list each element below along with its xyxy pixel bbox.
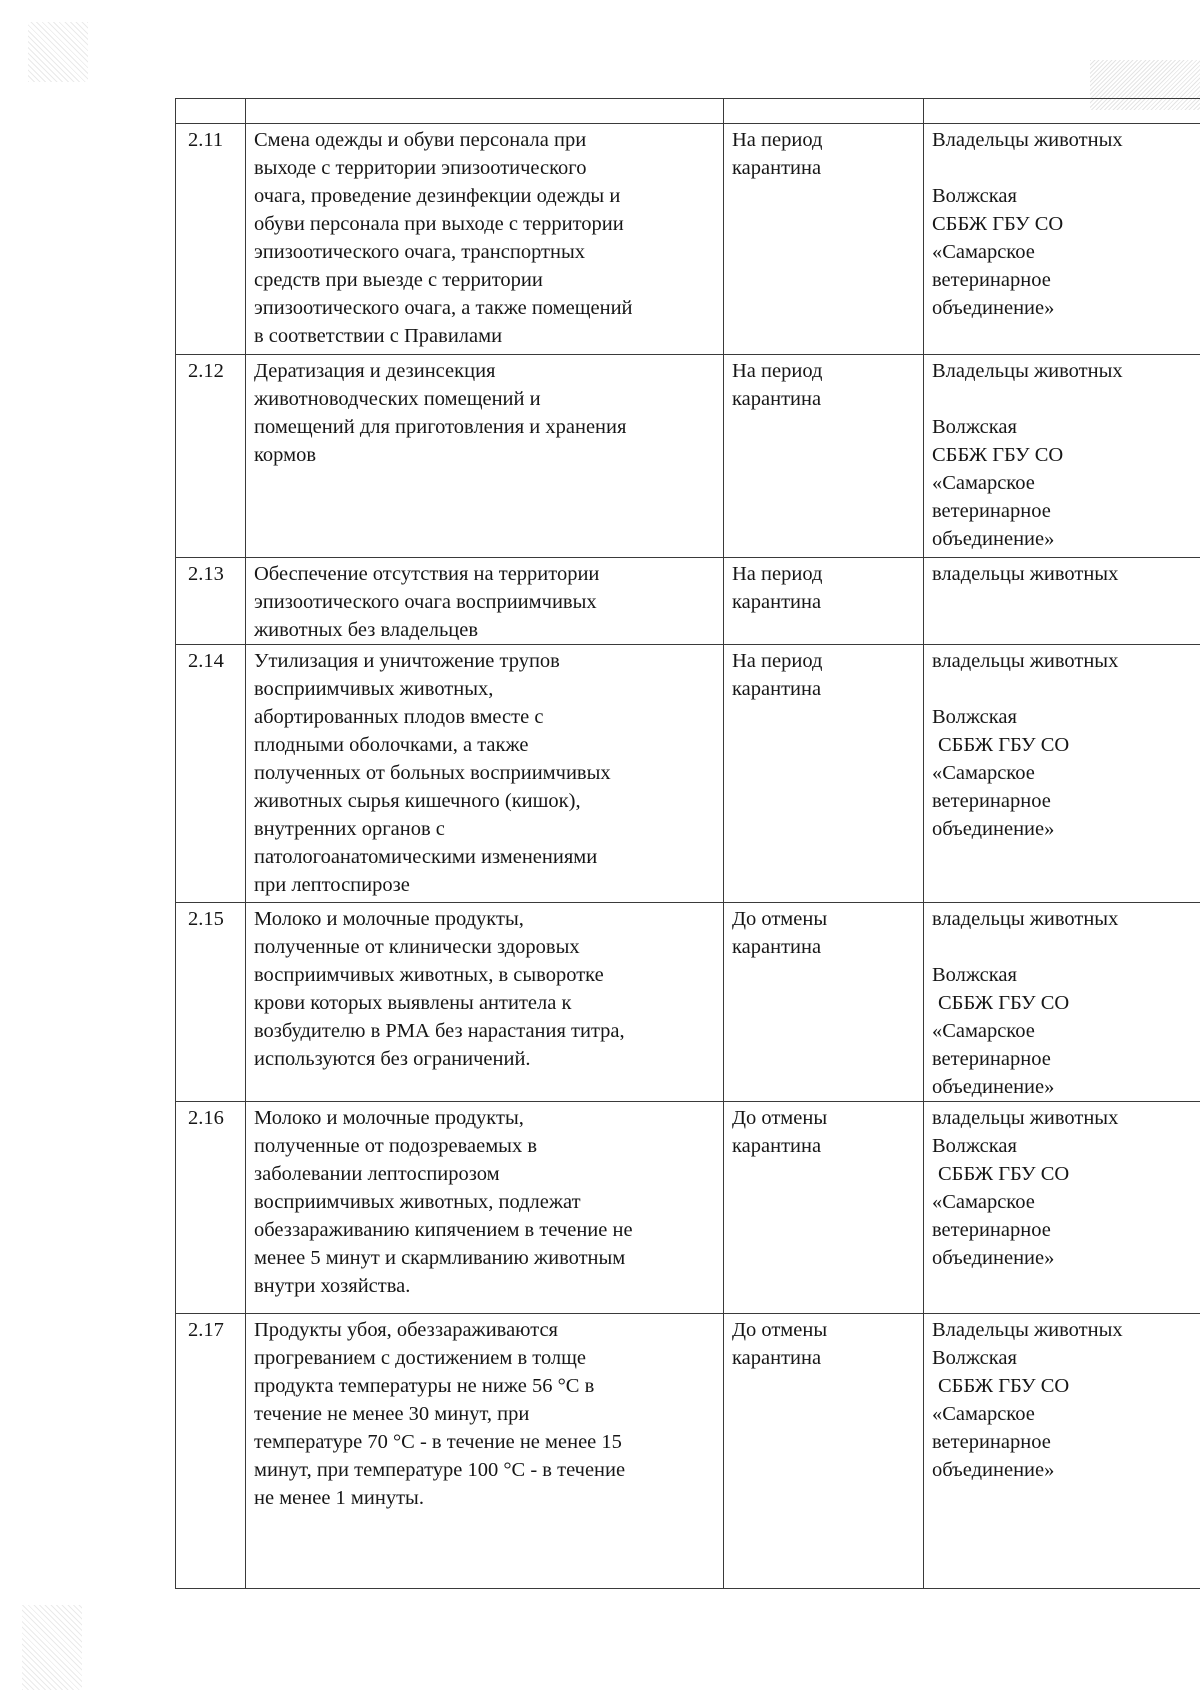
measures-table [175, 98, 1200, 1589]
term-cell: На период карантина [724, 355, 924, 558]
scan-noise [22, 1605, 82, 1690]
responsible-cell: Владельцы животных Волжская СББЖ ГБУ СО «Самарское ветеринарное объединение» [924, 124, 1200, 355]
action-cell: Обеспечение отсутствия на территории эпизоотического очага восприимчивых животных без владельцев [246, 558, 724, 645]
term-cell: На период карантина [724, 124, 924, 355]
action-cell: Молоко и молочные продукты, полученные от подозреваемых в заболевании лептоспирозом восприимчивых животных, подлежат обеззараживанию кипячением в течение не менее 5 минут и скармливанию животным внутри хозяйства. [246, 1102, 724, 1314]
term-cell: На период карантина [724, 558, 924, 645]
table-header-row [176, 99, 1200, 124]
action-cell: Молоко и молочные продукты, полученные от клинически здоровых восприимчивых животных, в сыворотке крови которых выявлены антитела к возбудителю в РМА без нарастания титра, используются без ограничений. [246, 903, 724, 1102]
row-number: 2.17 [176, 1314, 246, 1589]
term-cell: На период карантина [724, 645, 924, 903]
row-number: 2.11 [176, 124, 246, 355]
row-number: 2.15 [176, 903, 246, 1102]
action-cell: Утилизация и уничтожение трупов восприимчивых животных, абортированных плодов вместе с плодными оболочками, а также полученных от больных восприимчивых животных сырья кишечного (кишок), внутренних органов с патологоанатомическими изменениями при лептоспирозе [246, 645, 724, 903]
table-row [176, 558, 1200, 645]
responsible-cell: владельцы животных [924, 558, 1200, 645]
row-number: 2.16 [176, 1102, 246, 1314]
table-row [176, 903, 1200, 1102]
term-cell: До отмены карантина [724, 903, 924, 1102]
responsible-cell: владельцы животных Волжская СББЖ ГБУ СО «Самарское ветеринарное объединение» [924, 1102, 1200, 1314]
table-row [176, 124, 1200, 355]
responsible-cell: Владельцы животных Волжская СББЖ ГБУ СО «Самарское ветеринарное объединение» [924, 1314, 1200, 1589]
row-number: 2.14 [176, 645, 246, 903]
table-row [176, 645, 1200, 903]
action-cell: Продукты убоя, обеззараживаются прогреванием с достижением в толще продукта температуры не ниже 56 °С в течение не менее 30 минут, при температуре 70 °С - в течение не менее 15 минут, при температуре 100 °С - в течение не менее 1 минуты. [246, 1314, 724, 1589]
row-number: 2.12 [176, 355, 246, 558]
action-cell: Дератизация и дезинсекция животноводческих помещений и помещений для приготовления и хранения кормов [246, 355, 724, 558]
responsible-cell: владельцы животных Волжская СББЖ ГБУ СО «Самарское ветеринарное объединение» [924, 903, 1200, 1102]
term-cell: До отмены карантина [724, 1102, 924, 1314]
responsible-cell: владельцы животных Волжская СББЖ ГБУ СО «Самарское ветеринарное объединение» [924, 645, 1200, 903]
action-cell: Смена одежды и обуви персонала при выходе с территории эпизоотического очага, проведение дезинфекции одежды и обуви персонала при выходе с территории эпизоотического очага, транспортных средств при выезде с территории эпизоотического очага, а также помещений в соответствии с Правилами [246, 124, 724, 355]
term-cell: До отмены карантина [724, 1314, 924, 1589]
scan-noise [28, 22, 88, 82]
responsible-cell: Владельцы животных Волжская СББЖ ГБУ СО «Самарское ветеринарное объединение» [924, 355, 1200, 558]
table-row [176, 1314, 1200, 1589]
row-number: 2.13 [176, 558, 246, 645]
table-row [176, 355, 1200, 558]
table-row [176, 1102, 1200, 1314]
